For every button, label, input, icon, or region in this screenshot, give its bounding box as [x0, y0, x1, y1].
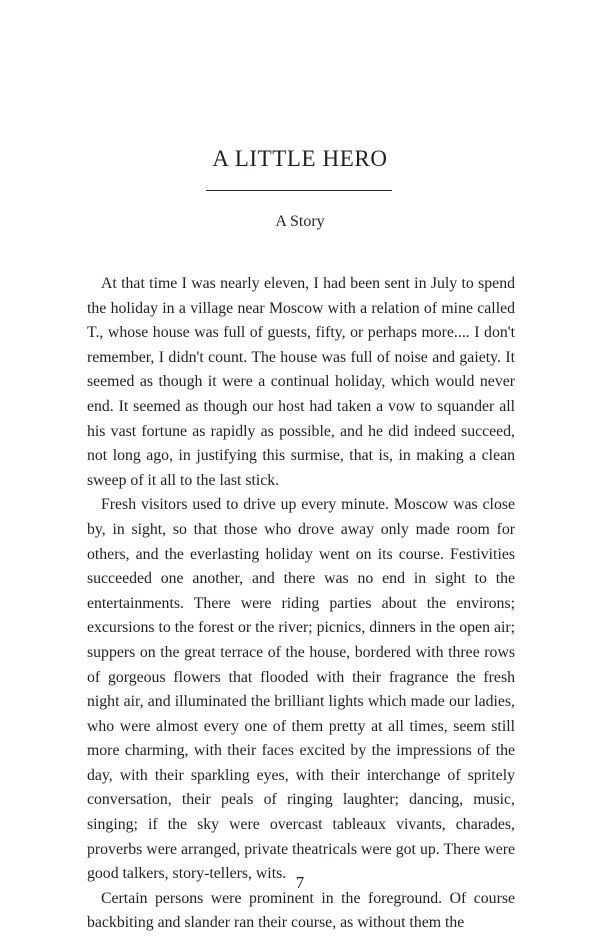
paragraph: Certain persons were prominent in the foreground. Of course backbiting and slander ran their course, as without them the	[87, 889, 515, 932]
chapter-title: A LITTLE HERO	[212, 146, 388, 171]
page-number: 7	[295, 873, 305, 892]
title-divider	[206, 190, 392, 191]
paragraph: At that time I was nearly eleven, I had been sent in July to spend the holiday in a village near Moscow with a relation of mine called T., whose house was full of guests, fifty, or perhaps more.... I don't remember, I didn't count. The house was full of noise and gaiety. It seemed as though it were a continual holiday, which would never end. It seemed as though our host had taken a vow to squander all his vast fortune as rapidly as possible, and he did indeed succeed, not long ago, in justifying this surmise, that is, in making a clean sweep of it all to the last stick.	[87, 275, 515, 489]
chapter-subtitle: A Story	[275, 213, 325, 230]
body-text	[87, 272, 515, 936]
paragraph: Fresh visitors used to drive up every minute. Moscow was close by, in sight, so that those who drove away only made room for others, and the everlasting holiday went on its course. Festivities succeeded one another, and there was no end in sight to the entertainments. There were riding parties about the environs; excursions to the forest or the river; picnics, dinners in the open air; suppers on the great terrace of the house, bordered with three rows of gorgeous flowers that flooded with their fragrance the fresh night air, and illuminated the brilliant lights which made our ladies, who were almost every one of them pretty at all times, seem still more charming, with their faces excited by the impressions of the day, with their sparkling eyes, with their interchange of spritely conversation, their peals of ringing laughter; dancing, music, singing; if the sky were overcast tableaux vivants, charades, proverbs were arranged, private theatricals were got up. There were good talkers, story-tellers, wits.	[87, 496, 515, 883]
